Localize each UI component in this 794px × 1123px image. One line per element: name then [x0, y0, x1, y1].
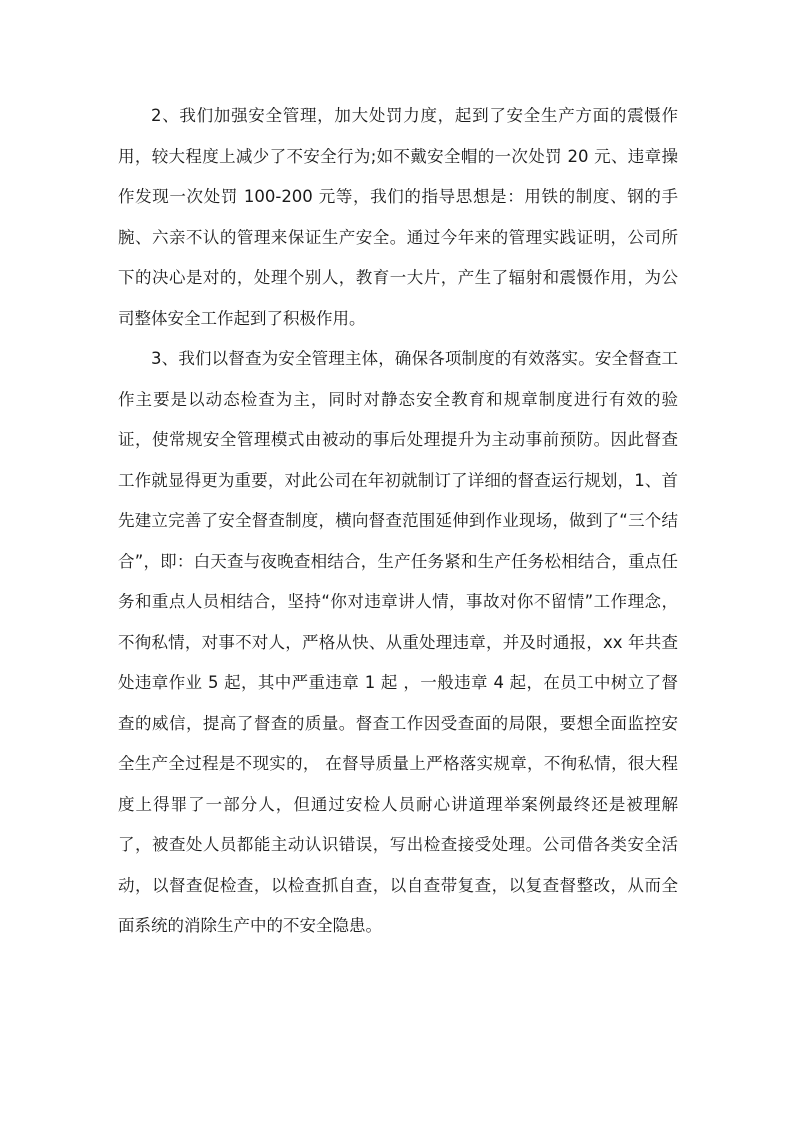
paragraph-2: 2、我们加强安全管理，加大处罚力度，起到了安全生产方面的震慑作用，较大程度上减少了不安全行为;如不戴安全帽的一次处罚 20 元、违章操作发现一次处罚 100-200 元等，我们的指导思想是：用铁的制度、钢的手腕、六亲不认的管理来保证生产安全。通过今年来的管理实践证明，公司所下的决心是对的，处理个别人，教育一大片，产生了辐射和震慑作用，为公司整体安全工作起到了积极作用。 — [118, 106, 678, 328]
paragraph-3: 3、我们以督查为安全管理主体，确保各项制度的有效落实。安全督查工作主要是以动态检查为主，同时对静态安全教育和规章制度进行有效的验证，使常规安全管理模式由被动的事后处理提升为主动事前预防。因此督查工作就显得更为重要，对此公司在年初就制订了详细的督查运行规划，1、首先建立完善了安全督查制度，横向督查范围延伸到作业现场，做到了“三个结合”，即：白天查与夜晚查相结合，生产任务紧和生产任务松相结合，重点任务和重点人员相结合，坚持“你对违章讲人情，事故对你不留情”工作理念，不徇私情，对事不对人，严格从快、从重处理违章，并及时通报，xx 年共查处违章作业 5 起，其中严重违章 1 起 ，一般违章 4 起，在员工中树立了督查的威信，提高了督查的质量。督查工作因受查面的局限，要想全面监控安全生产全过程是不现实的， 在督导质量上严格落实规章，不徇私情，很大程度上得罪了一部分人，但通过安检人员耐心讲道理举案例最终还是被理解了，被查处人员都能主动认识错误，写出检查接受处理。公司借各类安全活动，以督查促检查，以检查抓自查，以自查带复查，以复查督整改，从而全面系统的消除生产中的不安全隐患。 — [118, 349, 678, 935]
body-text — [118, 96, 678, 947]
